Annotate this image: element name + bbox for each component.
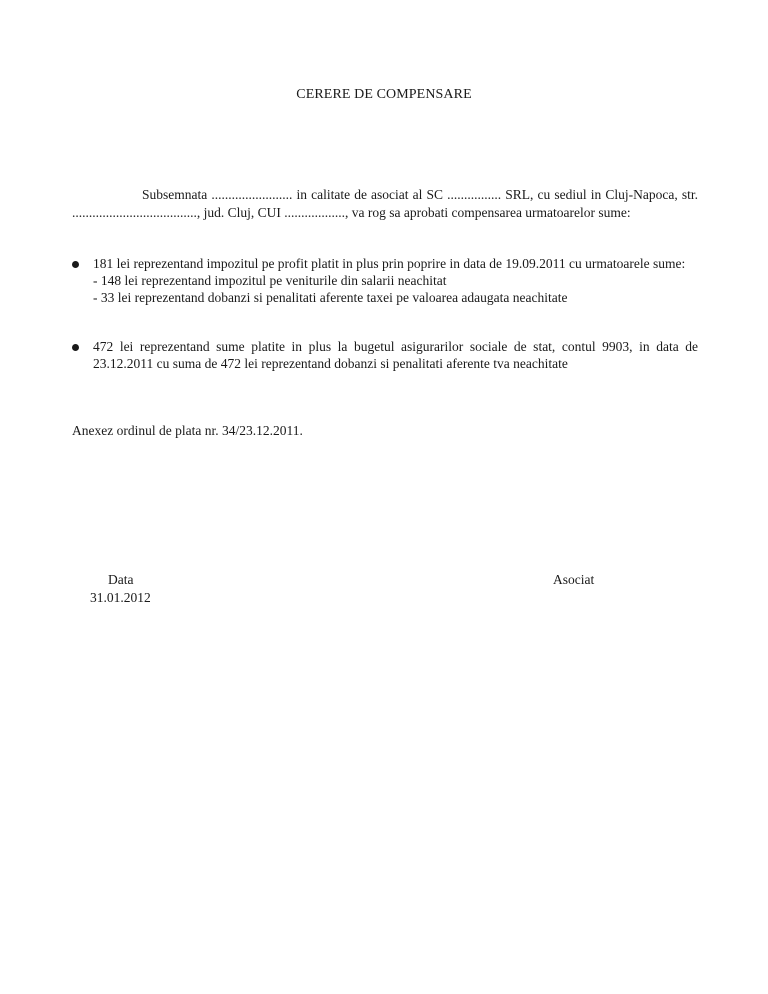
list-item-text: 472 lei reprezentand sume platite in plus la bugetul asigurarilor sociale de stat, contul 9903, in data de 23.12.2011 cu suma de 472 lei reprezentand dobanzi si penalitati aferente tva neachitate	[93, 339, 698, 371]
intro-paragraph	[72, 186, 698, 222]
bullet-icon	[72, 344, 79, 351]
date-value: 31.01.2012	[90, 590, 151, 605]
list-item	[72, 255, 698, 306]
signature-label: Asociat	[553, 572, 595, 587]
bullet-icon	[72, 261, 79, 268]
list-item	[72, 338, 698, 372]
sub-item: - 148 lei reprezentand impozitul pe veniturile din salarii neachitat	[93, 273, 447, 288]
date-label: Data	[108, 572, 134, 587]
document-title: CERERE DE COMPENSARE	[296, 87, 472, 102]
annex-note: Anexez ordinul de plata nr. 34/23.12.2011.	[72, 423, 303, 438]
list-item-text: 181 lei reprezentand impozitul pe profit platit in plus prin poprire in data de 19.09.2011 cu urmatoarele sume:	[93, 256, 686, 271]
intro-text: Subsemnata ........................ in calitate de asociat al SC ................ SRL, cu sediul in Cluj-Napoca, str. ....................................., jud. Cluj, CUI .................., va rog sa aprobati compensarea urmatoarelor sume:	[72, 187, 698, 220]
sub-item: - 33 lei reprezentand dobanzi si penalitati aferente taxei pe valoarea adaugata neachitate	[93, 290, 568, 305]
